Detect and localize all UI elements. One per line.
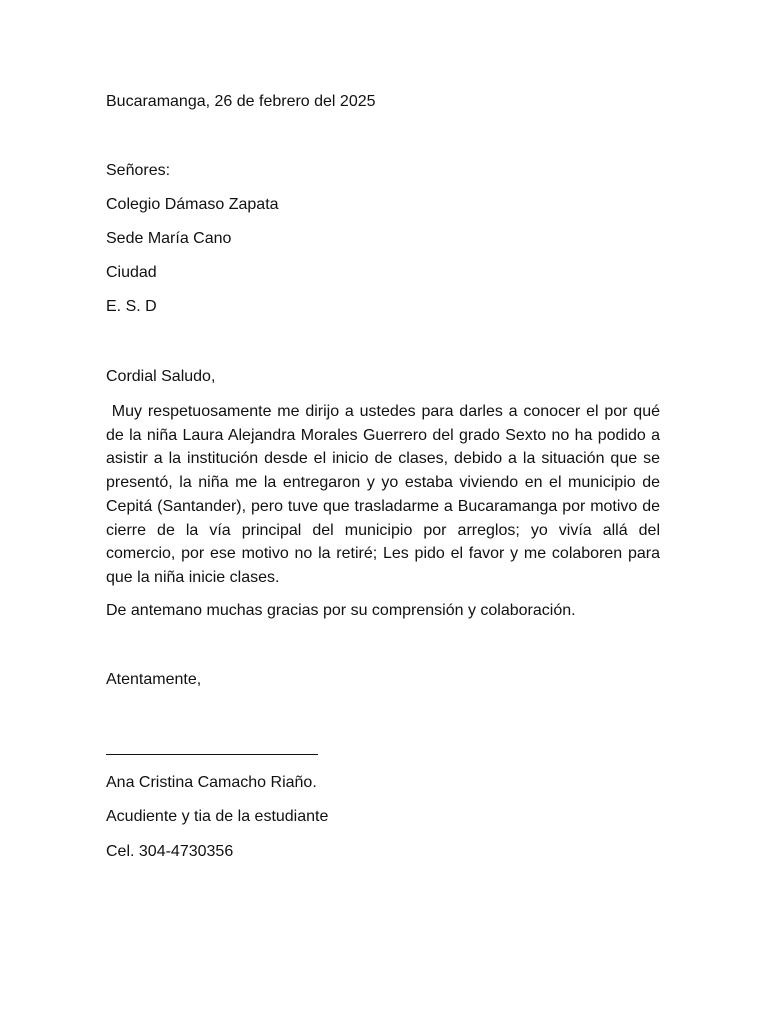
body-line: comercio, por ese motivo no la retiré; Les pido el favor y me colaboren para [106,545,660,563]
body-line: Cepitá (Santander), pero tuve que trasladarme a Bucaramanga por motivo de [106,497,660,515]
signer-name: Ana Cristina Camacho Riaño. [106,774,317,791]
body-line: que la niña inicie clases. [106,568,280,586]
recipient-campus: Sede María Cano [106,230,232,247]
recipient-esd: E. S. D [106,298,157,315]
body-line: cierre de la vía principal del municipio por arreglos; yo vivía allá del [106,521,660,539]
thanks-line: De antemano muchas gracias por su comprensión y colaboración. [106,602,576,619]
closing: Atentamente, [106,671,202,688]
greeting: Cordial Saludo, [106,368,216,385]
signature-line [106,754,318,755]
letter-body [106,400,660,590]
signer-role: Acudiente y tia de la estudiante [106,808,329,825]
recipient-city: Ciudad [106,264,157,281]
recipient-school: Colegio Dámaso Zapata [106,196,279,213]
body-line: Muy respetuosamente me dirijo a ustedes para darles a conocer el por qué [106,403,660,420]
body-line: asistir a la institución desde el inicio de clases, debido a la situación que se [106,450,660,468]
recipient-salutation: Señores: [106,162,171,179]
signer-phone: Cel. 304-4730356 [106,843,234,860]
body-line: presentó, la niña me la entregaron y yo estaba viviendo en el municipio de [106,474,660,492]
body-line: de la niña Laura Alejandra Morales Guerrero del grado Sexto no ha podido a [106,426,660,444]
place-date: Bucaramanga, 26 de febrero del 2025 [106,93,376,110]
